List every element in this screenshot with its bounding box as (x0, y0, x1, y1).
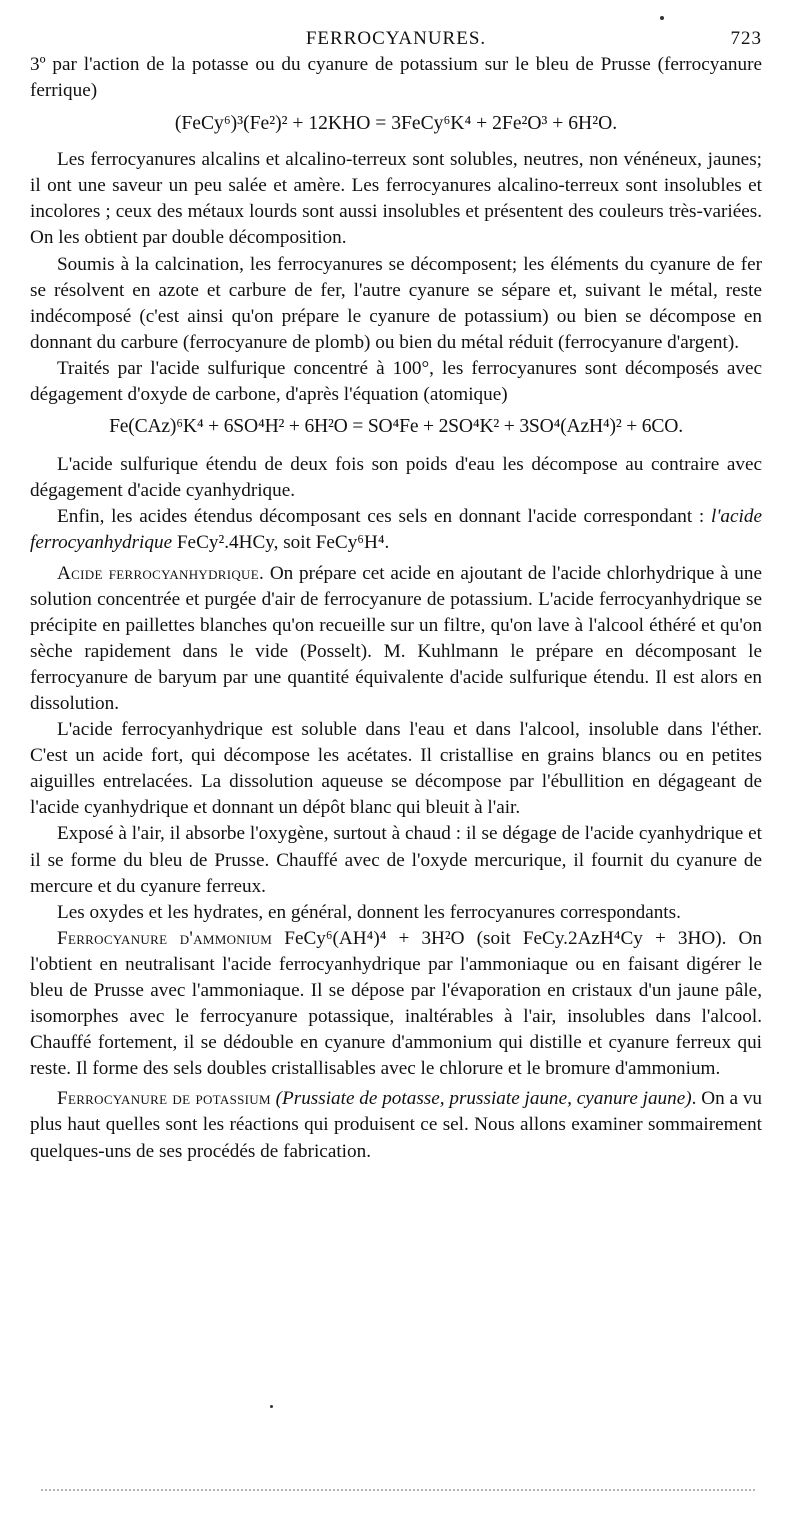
bottom-dotted-rule (40, 1489, 756, 1491)
section-text-ferrocyanhydric-acid: On prépare cet acide en ajoutant de l'acide chlorhydrique à une solution concentrée et purgée d'air de ferrocyanure de potassium. L'acide ferrocyanhydrique se précipite en paillettes blanches qu'on recueille sur un filtre, qu'on lave à l'alcool éthéré et qu'on sèche rapidement dans le vide (Posselt). M. Kuhlmann le prépare en décomposant le ferrocyanure de baryum par une quantité équivalente d'acide sulfurique étendu. Il est alors en dissolution. (30, 562, 762, 714)
page-number: 723 (730, 28, 762, 49)
paragraph-properties: Les ferrocyanures alcalins et alcalino-terreux sont solubles, neutres, non vénéneux, jaunes; il ont une saveur un peu salée et amère. Les ferrocyanures alcalino-terreux sont insolubles et incolores ; ceux des métaux lourds sont aussi insolubles et présentent des couleurs très-variées. On les obtient par double décomposition. (30, 149, 762, 249)
section-potassium-ferrocyanide (30, 1086, 762, 1164)
equation-prussian-blue-potash: (FeCy⁶)³(Fe²)² + 12KHO = 3FeCy⁶K⁴ + 2Fe²O³ + 6H²O. (174, 113, 618, 135)
section-heading-potassium-ferrocyanide: Ferrocyanure de potassium (57, 1088, 271, 1110)
paragraph-air-exposure: Exposé à l'air, il absorbe l'oxygène, surtout à chaud : il se dégage de l'acide cyanhydrique et il se forme du bleu de Prusse. Chauffé avec de l'oxyde mercurique, il fournit du cyanure de mercure et du cyanure ferreux. (30, 823, 762, 897)
p6-text-before: Enfin, les acides étendus décomposant ces sels en donnant l'acide correspondant : (57, 506, 711, 528)
running-head (30, 26, 762, 52)
equation-sulfuric-decomposition: Fe(CAz)⁶K⁴ + 6SO⁴H² + 6H²O = SO⁴Fe + 2SO⁴K² + 3SO⁴(AzH⁴)² + 6CO. (109, 416, 683, 438)
paragraph-dilute-acid: L'acide sulfurique étendu de deux fois son poids d'eau les décompose au contraire avec dégagement d'acide cyanhydrique. (30, 454, 762, 502)
section-text-ammonium-ferrocyanide: FeCy⁶(AH⁴)⁴ + 3H²O (soit FeCy.2AzH⁴Cy + 3HO). On l'obtient en neutralisant l'acide ferrocyanhydrique par l'ammoniaque ou en faisant digérer le bleu de Prusse avec l'ammoniaque. Il se dépose par l'évaporation en cristaux d'un jaune pâle, isomorphes avec le ferrocyanure potassique, inaltérables à l'air, insolubles dans l'alcool. Chauffé fortement, il se dédouble en cyanure d'ammonium qui distille et cyanure ferreux qui reste. Il forme des sels doubles cristallisables avec le chlorure et le bromure d'ammonium. (30, 927, 762, 1080)
paragraph-calcination: Soumis à la calcination, les ferrocyanures se décomposent; les éléments du cyanure de fer se résolvent en azote et carbure de fer, l'autre cyanure se sépare et, suivant le métal, reste indécomposé (c'est ainsi qu'on prépare le cyanure de potassium) ou bien se décompose en donnant du carbure (ferrocyanure de plomb) ou bien du métal réduit (ferrocyanure d'argent). (30, 253, 762, 353)
section-text-potassium-ferrocyanide: . On a vu plus haut quelles sont les réactions qui produisent ce sel. Nous allons examiner sommairement quelques-uns de ses procédés de fabrication. (30, 1088, 763, 1162)
print-speck (660, 16, 664, 20)
paragraph-acids-dilute (30, 504, 762, 556)
paragraph-method-3: 3º par l'action de la potasse ou du cyanure de potassium sur le bleu de Prusse (ferrocyanure ferrique) (30, 54, 762, 102)
running-title: FERROCYANURES. (305, 28, 487, 49)
section-ferrocyanhydric-acid (30, 561, 762, 718)
p6-text-after: FeCy².4HCy, soit FeCy⁶H⁴. (172, 532, 390, 554)
print-speck (270, 1405, 273, 1408)
paragraph-oxides: Les oxydes et les hydrates, en général, donnent les ferrocyanures correspondants. (57, 901, 681, 923)
p6-italic-term: l'acide ferrocyanhydrique (30, 506, 762, 554)
section-italic-potassium-ferrocyanide: (Prussiate de potasse, prussiate jaune, cyanure jaune) (275, 1088, 692, 1110)
section-ammonium-ferrocyanide (30, 926, 762, 1083)
paragraph-sulfuric-acid: Traités par l'acide sulfurique concentré à 100°, les ferrocyanures sont décomposés avec dégagement d'oxyde de carbone, d'après l'équation (atomique) (30, 357, 762, 406)
section-heading-ammonium-ferrocyanide: Ferrocyanure d'ammonium (57, 927, 273, 949)
section-heading-ferrocyanhydric-acid: Acide ferrocyanhydrique. (57, 562, 265, 584)
paragraph-solubility: L'acide ferrocyanhydrique est soluble dans l'eau et dans l'alcool, insoluble dans l'éther. C'est un acide fort, qui décompose les acétates. Il cristallise en grains blancs ou en petites aiguilles entrelacées. La dissolution aqueuse se décompose par l'ébullition en dégageant de l'acide cyanhydrique et donnant un dépôt blanc qui bleuit à l'air. (30, 719, 762, 819)
